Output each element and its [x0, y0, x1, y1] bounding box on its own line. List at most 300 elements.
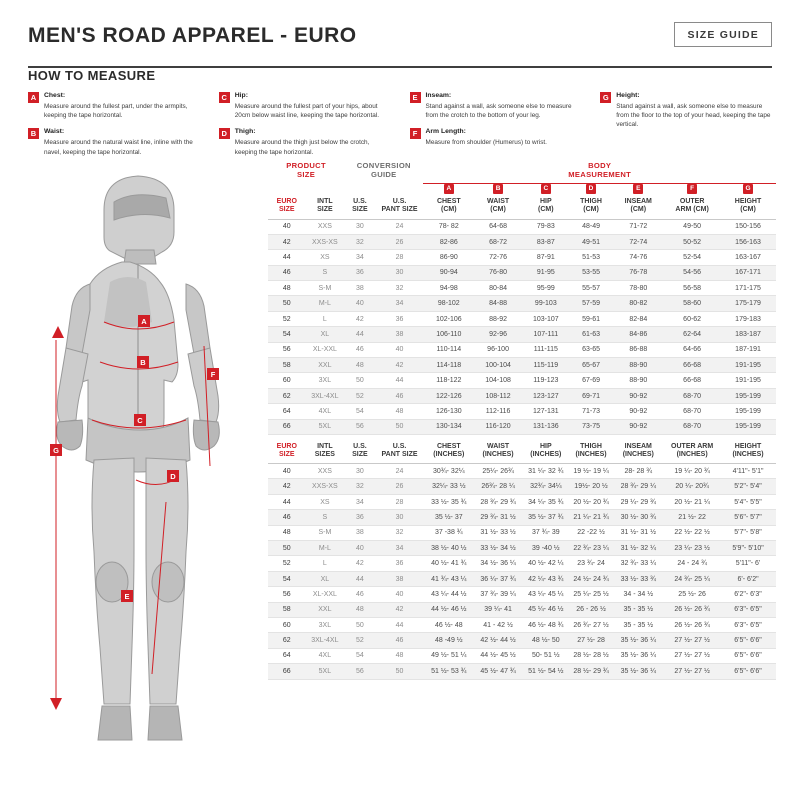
- table-cell: 44: [376, 618, 424, 633]
- table-cell: 40: [268, 219, 306, 234]
- table-cell: L: [306, 311, 345, 326]
- table-cell: 60-62: [664, 311, 720, 326]
- table-cell: 40: [344, 296, 375, 311]
- table-cell: 31 ½- 31 ½: [612, 525, 664, 540]
- measure-item-chest: [28, 91, 201, 120]
- table-cell: S-M: [306, 525, 345, 540]
- table-cell: 84-88: [474, 296, 522, 311]
- table-cell: 30 ½- 30 ¾: [612, 510, 664, 525]
- col-us-size: U.S. SIZE: [344, 196, 375, 219]
- table-cell: 26 ½- 26 ¾: [664, 618, 720, 633]
- table-cell: 80-82: [612, 296, 664, 311]
- how-to-measure-title: HOW TO MEASURE: [28, 68, 156, 83]
- table-cell: 24 ½- 24 ¾: [570, 571, 613, 586]
- table-cell: 115-119: [522, 358, 570, 373]
- table-row: [268, 479, 776, 494]
- table-cell: 50: [268, 541, 306, 556]
- table-cell: 30: [376, 510, 424, 525]
- table-cell: 86-90: [423, 250, 474, 265]
- table-cell: 102-106: [423, 311, 474, 326]
- table-cell: 53-55: [570, 265, 613, 280]
- table-cell: 5'11"- 6': [720, 556, 776, 571]
- table-cell: 88-90: [612, 358, 664, 373]
- table-cell: 30: [344, 219, 375, 234]
- table-cell: 48: [268, 281, 306, 296]
- table-cell: 29 ¾- 31 ½: [474, 510, 522, 525]
- table-cell: 42: [344, 311, 375, 326]
- table-cell: 50-52: [664, 234, 720, 249]
- table-cell: 24 ¾- 25 ¼: [664, 571, 720, 586]
- table-row: [268, 296, 776, 311]
- measure-desc-height: Stand against a wall, ask someone else to measure from the floor to the top of your head, keeping the tape vertical.: [616, 102, 771, 129]
- table-cell: 59-61: [570, 311, 613, 326]
- measure-desc-waist: Measure around the natural waist line, inline with the navel, keeping the tape horizontal.: [44, 139, 193, 156]
- table-cell: 40: [376, 342, 424, 357]
- measure-desc-chest: Measure around the fullest part, under the armpits, keeping the tape horizontal.: [44, 102, 188, 120]
- table-row: [268, 525, 776, 540]
- page-title: MEN'S ROAD APPAREL - EURO: [28, 24, 357, 47]
- table-cell: 31 ¼- 32 ¾: [522, 464, 570, 479]
- table-cell: 39 ¼- 41: [474, 602, 522, 617]
- table-cell: 42: [376, 358, 424, 373]
- table-cell: XS: [306, 494, 345, 509]
- measure-name-height: Height:: [616, 92, 640, 99]
- measure-name-arm-length: Arm Length:: [425, 128, 466, 136]
- table-cell: 43 ¼- 45 ¼: [522, 587, 570, 602]
- table-cell: 3XL: [306, 373, 345, 388]
- table-cell: 5'9"- 5'10": [720, 541, 776, 556]
- table-cell: 40 ½- 42 ¼: [522, 556, 570, 571]
- group-body-measurement: BODY MEASUREMENT: [568, 161, 632, 179]
- table-cell: 31 ½- 33 ½: [474, 525, 522, 540]
- table-cell: 48 -49 ½: [423, 633, 474, 648]
- measure-item-height: [600, 91, 773, 130]
- table-cell: 56: [344, 664, 375, 679]
- table-cell: 76-78: [612, 265, 664, 280]
- table-cell: 35 ½- 36 ¼: [612, 648, 664, 663]
- table-cell: 48-49: [570, 219, 613, 234]
- table-cell: 42: [268, 479, 306, 494]
- table-cell: 52: [344, 388, 375, 403]
- col-inseam-cm: INSEAM (CM): [612, 196, 664, 219]
- table-cell: 55-57: [570, 281, 613, 296]
- table-row: [268, 373, 776, 388]
- table-cell: S: [306, 265, 345, 280]
- measure-key-e: E: [410, 92, 421, 103]
- table-cell: 5'2"- 5'4": [720, 479, 776, 494]
- table-cell: 23 ¼- 23 ½: [664, 541, 720, 556]
- table-cell: 66: [268, 419, 306, 434]
- table-cell: 4XL: [306, 648, 345, 663]
- table-cell: 43 ¼- 44 ½: [423, 587, 474, 602]
- table-cell: 191-195: [720, 373, 776, 388]
- table-cell: 54-56: [664, 265, 720, 280]
- measure-key-f: F: [410, 128, 421, 139]
- table-cell: 46: [376, 388, 424, 403]
- table-cell: 19 ¼- 20 ¾: [664, 464, 720, 479]
- table-cell: 110-114: [423, 342, 474, 357]
- letter-badge-hip: C: [522, 184, 570, 197]
- table-cell: 40: [376, 587, 424, 602]
- table-cell: 36: [376, 556, 424, 571]
- measure-text-chest: [44, 91, 201, 120]
- measure-text-height: [616, 91, 773, 130]
- table-cell: 41 - 42 ½: [474, 618, 522, 633]
- table-cell: 56-58: [664, 281, 720, 296]
- table-cell: 34 ½- 36 ¼: [474, 556, 522, 571]
- table-cell: 58: [268, 358, 306, 373]
- table-cell: 63-65: [570, 342, 613, 357]
- table-cell: 37 ¾- 39 ¼: [474, 587, 522, 602]
- table-cell: 49-51: [570, 234, 613, 249]
- table-cell: 35 ½- 37 ¾: [522, 510, 570, 525]
- table-cell: 68-70: [664, 388, 720, 403]
- table-cell: 167-171: [720, 265, 776, 280]
- measure-desc-thigh: Measure around the thigh just below the crotch, keeping the tape horizontal.: [234, 139, 370, 156]
- table-cell: 127-131: [522, 404, 570, 419]
- table-cell: XS: [306, 250, 345, 265]
- table-row: [268, 388, 776, 403]
- table-cell: 175-179: [720, 296, 776, 311]
- table-cell: 24: [376, 219, 424, 234]
- table-cell: 42: [376, 602, 424, 617]
- table-cell: 32: [376, 281, 424, 296]
- table-cell: 34: [344, 494, 375, 509]
- table-cell: 68-70: [664, 419, 720, 434]
- table-cell: 72-76: [474, 250, 522, 265]
- table-cell: 44: [268, 250, 306, 265]
- table-cell: 4'11"- 5'1": [720, 464, 776, 479]
- table-cell: XXS-XS: [306, 479, 345, 494]
- table-cell: 22 ¾- 23 ¼: [570, 541, 613, 556]
- col-us-size-in: U.S. SIZE: [344, 441, 375, 464]
- table-cell: 21 ¼- 21 ¾: [570, 510, 613, 525]
- table-cell: 40 ½- 41 ¾: [423, 556, 474, 571]
- table-cell: 40: [344, 541, 375, 556]
- table-cell: 79-83: [522, 219, 570, 234]
- table-row: [268, 234, 776, 249]
- table-cell: 34: [376, 296, 424, 311]
- table-cell: 6'3"- 6'5": [720, 602, 776, 617]
- table-cell: XL: [306, 571, 345, 586]
- figure-body: [57, 176, 220, 740]
- table-cell: 49 ½- 51 ¼: [423, 648, 474, 663]
- measure-desc-hip: Measure around the fullest part of your hips, about 20cm below waist line, keeping the tape horizontal.: [234, 102, 379, 120]
- metric-header-row: [268, 196, 776, 219]
- table-cell: 26: [376, 234, 424, 249]
- table-cell: 60: [268, 618, 306, 633]
- table-cell: 34: [376, 541, 424, 556]
- col-hip-cm: HIP (CM): [522, 196, 570, 219]
- table-cell: 34 ¼- 35 ¾: [522, 494, 570, 509]
- table-cell: 44: [344, 571, 375, 586]
- col-intl-sizes-in: INTL SIZES: [306, 441, 345, 464]
- imperial-rows: [268, 464, 776, 679]
- table-cell: 57-59: [570, 296, 613, 311]
- measure-text-hip: [235, 91, 392, 120]
- table-cell: 48: [344, 358, 375, 373]
- table-cell: 35 - 35 ½: [612, 618, 664, 633]
- table-cell: 44: [376, 373, 424, 388]
- table-row: [268, 419, 776, 434]
- table-cell: 131-136: [522, 419, 570, 434]
- table-cell: 183-187: [720, 327, 776, 342]
- table-cell: 24 - 24 ¾: [664, 556, 720, 571]
- table-cell: 37 ¾- 39: [522, 525, 570, 540]
- table-cell: 123-127: [522, 388, 570, 403]
- measure-key-c: C: [219, 92, 230, 103]
- table-row: [268, 494, 776, 509]
- table-cell: XXS-XS: [306, 234, 345, 249]
- table-cell: 98-102: [423, 296, 474, 311]
- table-cell: 33 ½- 33 ¾: [612, 571, 664, 586]
- table-cell: 38 ½- 40 ½: [423, 541, 474, 556]
- table-cell: 78-80: [612, 281, 664, 296]
- table-cell: 6'5"- 6'6": [720, 664, 776, 679]
- table-cell: 21 ½- 22: [664, 510, 720, 525]
- table-cell: 27 ½- 27 ½: [664, 633, 720, 648]
- table-cell: 87-91: [522, 250, 570, 265]
- table-cell: 68-72: [474, 234, 522, 249]
- table-cell: 64-68: [474, 219, 522, 234]
- table-cell: 6'2"- 6'3": [720, 587, 776, 602]
- svg-text:C: C: [137, 416, 143, 425]
- col-outer-arm-inches: OUTER ARM (INCHES): [664, 441, 720, 464]
- table-cell: 26 - 26 ½: [570, 602, 613, 617]
- table-cell: 195-199: [720, 419, 776, 434]
- table-cell: 20 ½- 20 ¾: [570, 494, 613, 509]
- table-cell: 50: [376, 664, 424, 679]
- table-cell: 195-199: [720, 404, 776, 419]
- group-header-row: [268, 162, 776, 182]
- svg-text:B: B: [140, 358, 146, 367]
- table-cell: 64: [268, 404, 306, 419]
- col-euro-size: EURO SIZE: [268, 196, 306, 219]
- table-cell: 22 -22 ½: [570, 525, 613, 540]
- table-cell: 4XL: [306, 404, 345, 419]
- table-cell: 46: [344, 342, 375, 357]
- table-cell: 44: [344, 327, 375, 342]
- size-table: [268, 162, 776, 680]
- col-chest-inches: CHEST (INCHES): [423, 441, 474, 464]
- table-cell: 171-175: [720, 281, 776, 296]
- table-cell: 29 ¼- 29 ¾: [612, 494, 664, 509]
- table-cell: 56: [268, 342, 306, 357]
- table-cell: 32: [376, 525, 424, 540]
- table-cell: L: [306, 556, 345, 571]
- svg-text:D: D: [170, 472, 176, 481]
- table-cell: 92-96: [474, 327, 522, 342]
- table-cell: 36: [376, 311, 424, 326]
- letter-badge-outer-arm: F: [664, 184, 720, 197]
- table-cell: 66: [268, 664, 306, 679]
- table-cell: 52-54: [664, 250, 720, 265]
- table-cell: XXS: [306, 464, 345, 479]
- table-cell: 62: [268, 388, 306, 403]
- table-cell: 19½- 20 ½: [570, 479, 613, 494]
- table-cell: 42: [268, 234, 306, 249]
- table-cell: 46 ½- 48 ¾: [522, 618, 570, 633]
- table-cell: 58: [268, 602, 306, 617]
- table-cell: 122-126: [423, 388, 474, 403]
- table-cell: 46: [268, 510, 306, 525]
- col-us-pant-size-in: U.S. PANT SIZE: [376, 441, 424, 464]
- table-cell: 86-88: [612, 342, 664, 357]
- table-cell: 5XL: [306, 664, 345, 679]
- table-cell: 32 ¾- 33 ¼: [612, 556, 664, 571]
- table-cell: 99-103: [522, 296, 570, 311]
- table-cell: 41 ¾- 43 ¼: [423, 571, 474, 586]
- measure-text-arm-length: [426, 127, 547, 147]
- measure-name-thigh: Thigh:: [234, 128, 256, 136]
- table-row: [268, 587, 776, 602]
- table-cell: 54: [268, 327, 306, 342]
- table-cell: 28 ½- 29 ¾: [570, 664, 613, 679]
- table-cell: 20 ¼- 20¾: [664, 479, 720, 494]
- table-cell: 51 ½- 54 ½: [522, 664, 570, 679]
- table-cell: 3XL-4XL: [306, 633, 345, 648]
- table-cell: 73-75: [570, 419, 613, 434]
- table-cell: 64-66: [664, 342, 720, 357]
- table-cell: 6'5"- 6'6": [720, 633, 776, 648]
- table-cell: 26 ½- 26 ¾: [664, 602, 720, 617]
- table-cell: 49-50: [664, 219, 720, 234]
- page-header: [28, 22, 772, 68]
- imperial-header-row: [268, 441, 776, 464]
- measure-name-inseam: Inseam:: [425, 92, 452, 99]
- table-cell: XXL: [306, 602, 345, 617]
- table-cell: S: [306, 510, 345, 525]
- measure-item-hip: [219, 91, 392, 120]
- table-cell: 116-120: [474, 419, 522, 434]
- table-row: [268, 602, 776, 617]
- table-cell: 40: [268, 464, 306, 479]
- measure-desc-arm-length: Measure from shoulder (Humerus) to wrist.: [425, 139, 547, 147]
- table-cell: 24: [376, 464, 424, 479]
- col-thigh-cm: THIGH (CM): [570, 196, 613, 219]
- table-cell: 37 -38 ¾: [423, 525, 474, 540]
- table-row: [268, 556, 776, 571]
- table-cell: 62: [268, 633, 306, 648]
- table-cell: 51-53: [570, 250, 613, 265]
- table-cell: 5'7"- 5'8": [720, 525, 776, 540]
- table-cell: 88-92: [474, 311, 522, 326]
- table-cell: 66-68: [664, 373, 720, 388]
- table-cell: 65-67: [570, 358, 613, 373]
- table-cell: 130-134: [423, 419, 474, 434]
- table-row: [268, 618, 776, 633]
- table-cell: 48: [268, 525, 306, 540]
- col-chest-cm: CHEST (CM): [423, 196, 474, 219]
- letter-badge-row: [268, 184, 776, 197]
- table-cell: 27 ½- 27 ½: [664, 648, 720, 663]
- table-cell: 50- 51 ½: [522, 648, 570, 663]
- table-cell: 25 ¼- 25 ½: [570, 587, 613, 602]
- table-cell: 61-63: [570, 327, 613, 342]
- table-cell: 38: [344, 281, 375, 296]
- letter-badge-chest: A: [423, 184, 474, 197]
- table-cell: 72-74: [612, 234, 664, 249]
- table-cell: 179-183: [720, 311, 776, 326]
- table-cell: 32: [344, 479, 375, 494]
- table-cell: 33 ½- 35 ¾: [423, 494, 474, 509]
- table-cell: 62-64: [664, 327, 720, 342]
- table-cell: 90-92: [612, 388, 664, 403]
- table-cell: 32: [344, 234, 375, 249]
- table-cell: 96-100: [474, 342, 522, 357]
- table-row: [268, 464, 776, 479]
- table-cell: 187-191: [720, 342, 776, 357]
- svg-text:E: E: [124, 592, 130, 601]
- col-hip-inches: HIP (INCHES): [522, 441, 570, 464]
- svg-text:A: A: [141, 317, 147, 326]
- table-cell: 94-98: [423, 281, 474, 296]
- table-cell: 36: [344, 510, 375, 525]
- size-guide-badge: SIZE GUIDE: [674, 22, 772, 47]
- table-cell: 50: [268, 296, 306, 311]
- table-cell: 50: [344, 373, 375, 388]
- table-cell: 54: [268, 571, 306, 586]
- table-cell: 163-167: [720, 250, 776, 265]
- table-cell: 25 ½- 26: [664, 587, 720, 602]
- table-cell: 150-156: [720, 219, 776, 234]
- table-cell: 44 ½- 46 ½: [423, 602, 474, 617]
- table-cell: 114-118: [423, 358, 474, 373]
- letter-badge-thigh: D: [570, 184, 613, 197]
- rider-figure-svg: [18, 150, 268, 775]
- table-cell: 112-116: [474, 404, 522, 419]
- table-cell: 3XL-4XL: [306, 388, 345, 403]
- table-cell: 78- 82: [423, 219, 474, 234]
- table-cell: 52: [268, 556, 306, 571]
- table-cell: S-M: [306, 281, 345, 296]
- table-cell: 54: [344, 648, 375, 663]
- letter-badge-waist: B: [474, 184, 522, 197]
- col-thigh-inches: THIGH (INCHES): [570, 441, 613, 464]
- table-cell: 35 - 35 ½: [612, 602, 664, 617]
- measure-key-g: G: [600, 92, 611, 103]
- table-cell: 50: [344, 618, 375, 633]
- table-cell: 56: [268, 587, 306, 602]
- table-cell: 83-87: [522, 234, 570, 249]
- table-cell: 106-110: [423, 327, 474, 342]
- measurement-figure: [18, 150, 268, 775]
- table-cell: 32¼- 33 ½: [423, 479, 474, 494]
- table-cell: 46: [268, 265, 306, 280]
- table-cell: 82-84: [612, 311, 664, 326]
- table-cell: 35 ½- 36 ¼: [612, 633, 664, 648]
- table-row: [268, 541, 776, 556]
- table-cell: 58-60: [664, 296, 720, 311]
- table-row: [268, 358, 776, 373]
- table-cell: 27 ½- 28: [570, 633, 613, 648]
- table-cell: 191-195: [720, 358, 776, 373]
- table-cell: 103-107: [522, 311, 570, 326]
- table-cell: 28: [376, 250, 424, 265]
- table-cell: 156-163: [720, 234, 776, 249]
- table-cell: 56: [344, 419, 375, 434]
- table-cell: XL-XXL: [306, 587, 345, 602]
- table-cell: 60: [268, 373, 306, 388]
- table-cell: 48: [376, 404, 424, 419]
- table-cell: 90-94: [423, 265, 474, 280]
- table-cell: 28 ¾- 29 ¾: [474, 494, 522, 509]
- table-cell: 82-86: [423, 234, 474, 249]
- table-cell: 46: [376, 633, 424, 648]
- table-row: [268, 664, 776, 679]
- table-cell: 34 - 34 ½: [612, 587, 664, 602]
- col-inseam-inches: INSEAM (INCHES): [612, 441, 664, 464]
